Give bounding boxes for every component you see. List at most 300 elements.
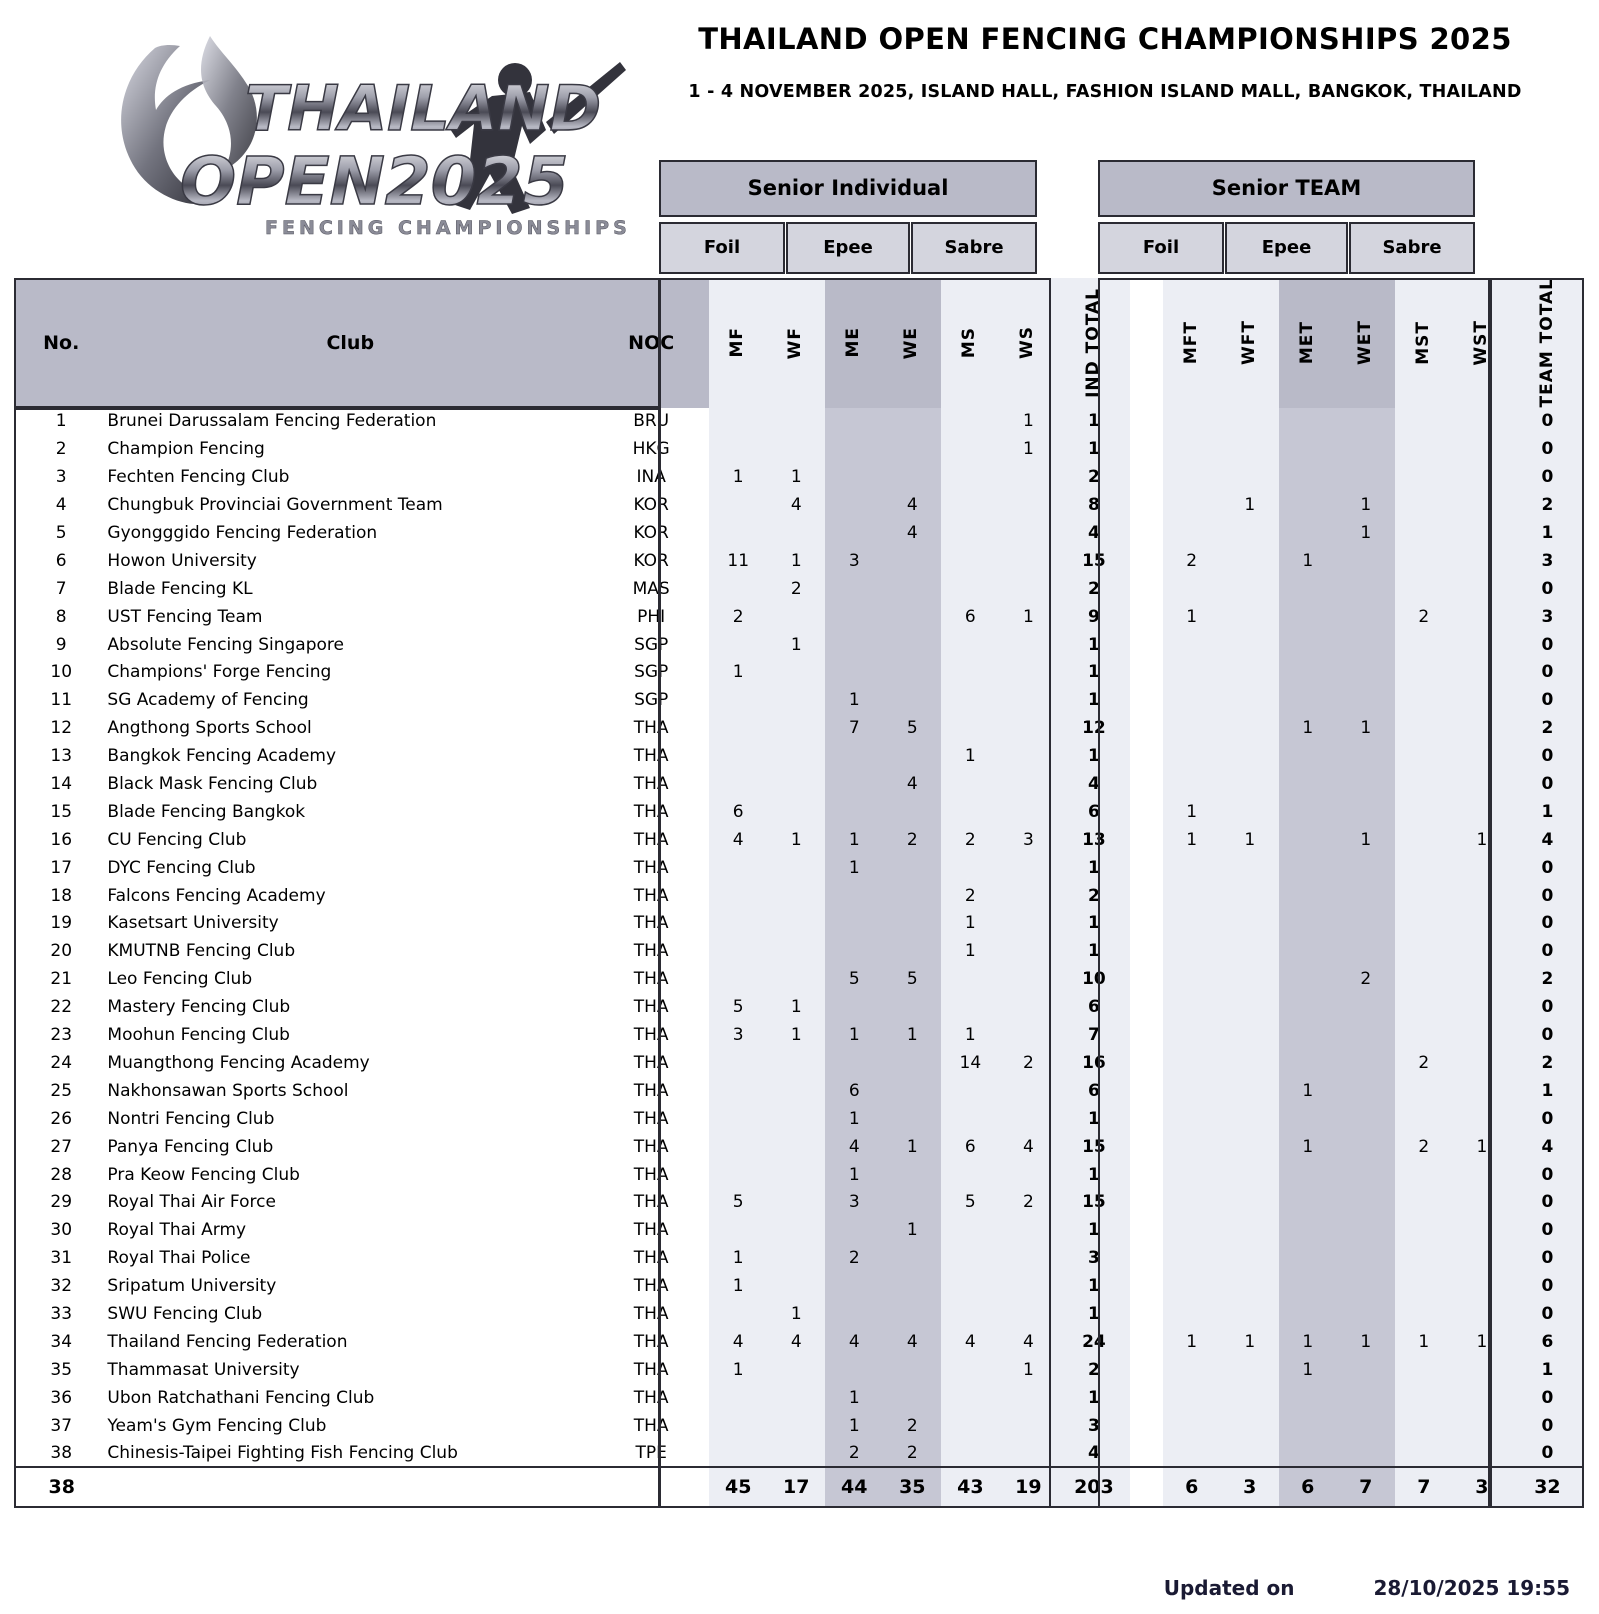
cell-me: 5: [825, 965, 883, 993]
cell-wf: 4: [767, 1328, 825, 1356]
cell-mst: [1395, 1161, 1453, 1189]
cell-no: 26: [50, 1108, 73, 1129]
cell-wet: [1337, 854, 1395, 882]
cell-we: [883, 1244, 941, 1272]
cell-me: 3: [825, 1188, 883, 1216]
cell-no: 15: [50, 801, 73, 822]
cell-wst: [1453, 603, 1511, 631]
cell-team: 0: [1511, 1272, 1584, 1300]
cell-gap: [1130, 686, 1162, 714]
cell-gap: [1130, 519, 1162, 547]
cell-me: 1: [825, 1161, 883, 1189]
cell-wst: [1453, 1021, 1511, 1049]
cell-mft: [1163, 1439, 1221, 1467]
cell-ws: [999, 491, 1057, 519]
cell-ms: [941, 491, 999, 519]
cell-mf: 4: [709, 826, 767, 854]
cell-wst: [1453, 742, 1511, 770]
cell-no: 28: [50, 1164, 73, 1185]
cell-wst: [1453, 631, 1511, 659]
col-header-wf: WF: [767, 278, 825, 408]
cell-wft: [1221, 1300, 1279, 1328]
cell-club: KMUTNB Fencing Club: [107, 941, 296, 962]
cell-club: CU Fencing Club: [107, 829, 247, 850]
cell-we: 5: [883, 714, 941, 742]
cell-wst: [1453, 910, 1511, 938]
cell-gap: [1130, 659, 1162, 687]
cell-met: 1: [1279, 1328, 1337, 1356]
cell-ms: [941, 1384, 999, 1412]
cell-mst: [1395, 937, 1453, 965]
cell-wft: [1221, 463, 1279, 491]
cell-ind: 4: [1057, 519, 1130, 547]
cell-wet: [1337, 1439, 1395, 1467]
cell-wft: [1221, 854, 1279, 882]
cell-mf: [709, 1439, 767, 1467]
cell-ind: 1: [1057, 659, 1130, 687]
cell-mft: [1163, 1021, 1221, 1049]
cell-mft: [1163, 463, 1221, 491]
totals-mf: 45: [709, 1467, 767, 1507]
cell-me: [825, 993, 883, 1021]
table-row: [15, 965, 1584, 993]
cell-wst: [1453, 993, 1511, 1021]
cell-noc: SGP: [634, 662, 669, 683]
cell-no: 32: [50, 1276, 73, 1297]
cell-wft: [1221, 882, 1279, 910]
cell-team: 1: [1511, 798, 1584, 826]
cell-me: 1: [825, 686, 883, 714]
cell-wet: [1337, 1188, 1395, 1216]
cell-mft: [1163, 435, 1221, 463]
cell-gap: [1130, 854, 1162, 882]
cell-ms: 6: [941, 1133, 999, 1161]
table-row: [15, 1021, 1584, 1049]
cell-club: Howon University: [107, 550, 257, 571]
cell-wst: [1453, 519, 1511, 547]
cell-ind: 2: [1057, 882, 1130, 910]
cell-ms: [941, 435, 999, 463]
cell-noc: THA: [633, 718, 669, 739]
cell-no: 14: [50, 774, 73, 795]
cell-wft: [1221, 742, 1279, 770]
cell-mft: [1163, 1216, 1221, 1244]
cell-team: 0: [1511, 1300, 1584, 1328]
cell-met: 1: [1279, 1077, 1337, 1105]
col-header-mft: MFT: [1163, 278, 1221, 408]
cell-ms: 4: [941, 1328, 999, 1356]
cell-wet: [1337, 882, 1395, 910]
cell-team: 0: [1511, 854, 1584, 882]
cell-mf: 5: [709, 993, 767, 1021]
cell-club: UST Fencing Team: [107, 606, 263, 627]
cell-club: Brunei Darussalam Fencing Federation: [107, 411, 437, 432]
cell-ms: [941, 1244, 999, 1272]
cell-gap: [1130, 491, 1162, 519]
totals-ms: 43: [941, 1467, 999, 1507]
cell-wft: 1: [1221, 1328, 1279, 1356]
cell-mf: [709, 575, 767, 603]
cell-gap: [1130, 770, 1162, 798]
cell-mst: [1395, 1272, 1453, 1300]
cell-club: DYC Fencing Club: [107, 857, 256, 878]
cell-met: [1279, 463, 1337, 491]
cell-me: [825, 519, 883, 547]
cell-we: [883, 686, 941, 714]
cell-gap: [1130, 1188, 1162, 1216]
table-row: [15, 742, 1584, 770]
cell-wst: [1453, 1300, 1511, 1328]
cell-wft: [1221, 1161, 1279, 1189]
cell-ws: [999, 463, 1057, 491]
logo-text-tagline: FENCING CHAMPIONSHIPS: [265, 217, 631, 239]
cell-ind: 16: [1057, 1049, 1130, 1077]
cell-mst: [1395, 742, 1453, 770]
cell-ws: 1: [999, 1356, 1057, 1384]
cell-ind: 12: [1057, 714, 1130, 742]
cell-ind: 1: [1057, 686, 1130, 714]
cell-met: [1279, 1244, 1337, 1272]
cell-mst: [1395, 547, 1453, 575]
cell-noc: THA: [633, 1108, 669, 1129]
cell-ms: 1: [941, 742, 999, 770]
cell-gap: [1130, 1356, 1162, 1384]
totals-noc: [593, 1467, 709, 1507]
cell-no: 22: [50, 997, 73, 1018]
cell-met: [1279, 1384, 1337, 1412]
col-header-met: MET: [1279, 278, 1337, 408]
cell-no: 20: [50, 941, 73, 962]
cell-no: 35: [50, 1359, 73, 1380]
cell-mf: [709, 742, 767, 770]
cell-ws: [999, 1300, 1057, 1328]
cell-team: 2: [1511, 491, 1584, 519]
cell-mf: [709, 631, 767, 659]
cell-no: 12: [50, 718, 73, 739]
cell-club: Champion Fencing: [107, 439, 265, 460]
cell-mf: [709, 882, 767, 910]
cell-wft: [1221, 910, 1279, 938]
cell-met: 1: [1279, 1356, 1337, 1384]
cell-no: 4: [55, 495, 67, 516]
cell-we: [883, 603, 941, 631]
cell-team: 6: [1511, 1328, 1584, 1356]
cell-wet: [1337, 575, 1395, 603]
cell-we: [883, 631, 941, 659]
cell-me: 4: [825, 1133, 883, 1161]
col-header-we: WE: [883, 278, 941, 408]
cell-wet: [1337, 1412, 1395, 1440]
cell-gap: [1130, 1105, 1162, 1133]
cell-me: [825, 770, 883, 798]
totals-no: 38: [15, 1467, 107, 1507]
cell-mft: [1163, 631, 1221, 659]
cell-noc: THA: [633, 913, 669, 934]
logo-graphic: [60, 18, 640, 248]
cell-ind: 6: [1057, 798, 1130, 826]
cell-we: 1: [883, 1216, 941, 1244]
cell-team: 0: [1511, 575, 1584, 603]
cell-club: Champions' Forge Fencing: [107, 662, 332, 683]
cell-ind: 1: [1057, 742, 1130, 770]
cell-ws: [999, 1216, 1057, 1244]
cell-no: 27: [50, 1136, 73, 1157]
cell-mft: [1163, 1412, 1221, 1440]
cell-club: SWU Fencing Club: [107, 1303, 263, 1324]
cell-noc: THA: [633, 997, 669, 1018]
cell-wet: [1337, 547, 1395, 575]
cell-wf: [767, 1133, 825, 1161]
cell-wet: [1337, 1077, 1395, 1105]
cell-mst: [1395, 770, 1453, 798]
cell-club: Ubon Ratchathani Fencing Club: [107, 1387, 375, 1408]
cell-mft: [1163, 519, 1221, 547]
cell-wst: [1453, 575, 1511, 603]
cell-team: 0: [1511, 882, 1584, 910]
cell-gap: [1130, 1216, 1162, 1244]
cell-ms: [941, 1161, 999, 1189]
cell-gap: [1130, 882, 1162, 910]
cell-noc: THA: [633, 1164, 669, 1185]
cell-club: Bangkok Fencing Academy: [107, 746, 337, 767]
cell-no: 36: [50, 1387, 73, 1408]
totals-ind: 203: [1057, 1467, 1130, 1507]
cell-me: [825, 742, 883, 770]
band-team-sabre: Sabre: [1349, 222, 1475, 274]
cell-wf: [767, 1384, 825, 1412]
cell-ms: [941, 1216, 999, 1244]
table-row: [15, 910, 1584, 938]
cell-gap: [1130, 1244, 1162, 1272]
table-row: [15, 1244, 1584, 1272]
cell-wet: [1337, 1105, 1395, 1133]
cell-wst: [1453, 435, 1511, 463]
table-row: [15, 491, 1584, 519]
table-row: [15, 686, 1584, 714]
cell-mft: 1: [1163, 798, 1221, 826]
cell-wst: [1453, 1272, 1511, 1300]
cell-gap: [1130, 1272, 1162, 1300]
cell-team: 0: [1511, 910, 1584, 938]
cell-mf: [709, 1077, 767, 1105]
cell-wf: 1: [767, 547, 825, 575]
cell-mst: [1395, 1356, 1453, 1384]
cell-me: [825, 798, 883, 826]
cell-we: [883, 1049, 941, 1077]
cell-ms: [941, 854, 999, 882]
cell-no: 2: [55, 439, 67, 460]
cell-me: 7: [825, 714, 883, 742]
cell-mf: [709, 1216, 767, 1244]
cell-gap: [1130, 1077, 1162, 1105]
cell-mf: [709, 770, 767, 798]
cell-mst: [1395, 1188, 1453, 1216]
cell-wft: [1221, 993, 1279, 1021]
cell-ws: [999, 882, 1057, 910]
cell-ms: [941, 993, 999, 1021]
cell-ws: [999, 714, 1057, 742]
cell-wft: [1221, 686, 1279, 714]
table-row: [15, 770, 1584, 798]
cell-mf: [709, 1049, 767, 1077]
cell-ind: 1: [1057, 1272, 1130, 1300]
cell-met: 1: [1279, 714, 1337, 742]
cell-mst: 2: [1395, 1049, 1453, 1077]
cell-ind: 15: [1057, 1188, 1130, 1216]
cell-ws: 4: [999, 1328, 1057, 1356]
cell-gap: [1130, 547, 1162, 575]
cell-ws: 1: [999, 408, 1057, 436]
cell-noc: THA: [633, 1359, 669, 1380]
cell-me: 1: [825, 1384, 883, 1412]
cell-ind: 2: [1057, 1356, 1130, 1384]
cell-met: [1279, 910, 1337, 938]
cell-ms: 2: [941, 882, 999, 910]
cell-me: 2: [825, 1244, 883, 1272]
cell-wf: [767, 1412, 825, 1440]
cell-team: 3: [1511, 547, 1584, 575]
cell-noc: THA: [633, 1303, 669, 1324]
cell-ws: [999, 1244, 1057, 1272]
cell-ws: 2: [999, 1188, 1057, 1216]
cell-wet: 1: [1337, 491, 1395, 519]
cell-mf: [709, 1300, 767, 1328]
cell-me: [825, 1356, 883, 1384]
cell-me: 2: [825, 1439, 883, 1467]
cell-club: Muangthong Fencing Academy: [107, 1052, 370, 1073]
cell-mf: 2: [709, 603, 767, 631]
cell-mft: [1163, 1105, 1221, 1133]
cell-wet: [1337, 1384, 1395, 1412]
cell-we: [883, 463, 941, 491]
cell-mst: [1395, 1021, 1453, 1049]
cell-met: [1279, 1412, 1337, 1440]
cell-mf: 3: [709, 1021, 767, 1049]
cell-ind: 8: [1057, 491, 1130, 519]
cell-mst: 2: [1395, 1133, 1453, 1161]
cell-noc: THA: [633, 1276, 669, 1297]
cell-wft: [1221, 714, 1279, 742]
cell-wst: [1453, 965, 1511, 993]
cell-club: Chinesis-Taipei Fighting Fish Fencing Club: [107, 1442, 458, 1463]
table-row: [15, 937, 1584, 965]
cell-noc: BRU: [633, 411, 670, 432]
cell-mf: [709, 519, 767, 547]
cell-ws: [999, 1439, 1057, 1467]
cell-ind: 1: [1057, 435, 1130, 463]
cell-me: [825, 1272, 883, 1300]
cell-we: 5: [883, 965, 941, 993]
cell-wft: [1221, 1356, 1279, 1384]
table-row: [15, 1384, 1584, 1412]
cell-mf: [709, 965, 767, 993]
cell-wf: [767, 1049, 825, 1077]
cell-wft: 1: [1221, 826, 1279, 854]
cell-ms: 1: [941, 910, 999, 938]
totals-met: 6: [1279, 1467, 1337, 1507]
cell-gap: [1130, 826, 1162, 854]
cell-me: [825, 659, 883, 687]
cell-wst: [1453, 1077, 1511, 1105]
cell-noc: SGP: [634, 690, 669, 711]
cell-team: 2: [1511, 1049, 1584, 1077]
cell-wet: [1337, 1216, 1395, 1244]
cell-wst: [1453, 882, 1511, 910]
cell-ms: [941, 798, 999, 826]
cell-noc: PHI: [637, 606, 666, 627]
cell-we: [883, 1384, 941, 1412]
cell-team: 1: [1511, 519, 1584, 547]
cell-met: [1279, 408, 1337, 436]
cell-wet: [1337, 742, 1395, 770]
cell-wf: [767, 603, 825, 631]
cell-mft: [1163, 714, 1221, 742]
cell-wft: [1221, 1133, 1279, 1161]
cell-me: 6: [825, 1077, 883, 1105]
cell-met: [1279, 1105, 1337, 1133]
cell-mft: [1163, 1244, 1221, 1272]
cell-ms: 1: [941, 937, 999, 965]
cell-met: [1279, 882, 1337, 910]
totals-we: 35: [883, 1467, 941, 1507]
cell-wf: [767, 519, 825, 547]
cell-wet: [1337, 910, 1395, 938]
cell-noc: THA: [633, 1331, 669, 1352]
cell-mf: 4: [709, 1328, 767, 1356]
col-header-noc: NOC: [593, 278, 709, 408]
cell-we: [883, 1300, 941, 1328]
col-header-mst: MST: [1395, 278, 1453, 408]
cell-wf: [767, 965, 825, 993]
cell-wf: [767, 742, 825, 770]
cell-wst: 1: [1453, 826, 1511, 854]
cell-team: 0: [1511, 686, 1584, 714]
cell-no: 23: [50, 1025, 73, 1046]
cell-ind: 4: [1057, 770, 1130, 798]
cell-club: Nakhonsawan Sports School: [107, 1080, 349, 1101]
cell-mf: 1: [709, 1356, 767, 1384]
cell-noc: THA: [633, 969, 669, 990]
cell-wst: [1453, 463, 1511, 491]
cell-mf: 5: [709, 1188, 767, 1216]
cell-wst: [1453, 937, 1511, 965]
cell-wf: [767, 1105, 825, 1133]
cell-wft: [1221, 547, 1279, 575]
table-row: [15, 1049, 1584, 1077]
cell-team: 0: [1511, 742, 1584, 770]
band-team-epee: Epee: [1225, 222, 1348, 274]
cell-wet: [1337, 631, 1395, 659]
cell-we: [883, 659, 941, 687]
cell-team: 0: [1511, 1244, 1584, 1272]
cell-me: [825, 910, 883, 938]
cell-no: 9: [55, 634, 67, 655]
cell-ms: [941, 1077, 999, 1105]
cell-ws: [999, 742, 1057, 770]
cell-team: 0: [1511, 1021, 1584, 1049]
cell-ms: [941, 965, 999, 993]
cell-no: 38: [50, 1442, 73, 1463]
cell-mst: [1395, 408, 1453, 436]
cell-club: Black Mask Fencing Club: [107, 774, 318, 795]
cell-gap: [1130, 742, 1162, 770]
cell-ws: 3: [999, 826, 1057, 854]
cell-club: Pra Keow Fencing Club: [107, 1164, 300, 1185]
cell-noc: THA: [633, 1192, 669, 1213]
cell-club: Falcons Fencing Academy: [107, 885, 326, 906]
cell-ws: 1: [999, 435, 1057, 463]
table-row: [15, 603, 1584, 631]
